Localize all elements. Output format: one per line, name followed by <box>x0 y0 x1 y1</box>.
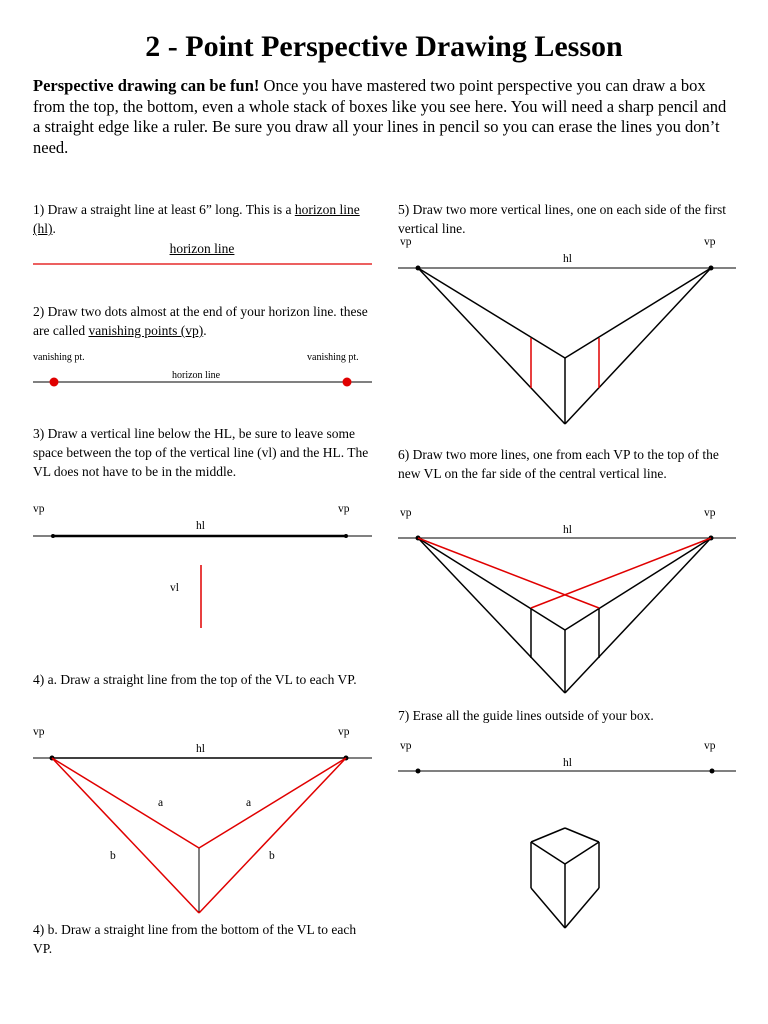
step6-diagram <box>398 536 736 694</box>
step-4b-text: 4) b. Draw a straight line from the bottom of the VL to each VP. <box>33 922 357 956</box>
vp-label: vp <box>338 726 350 738</box>
vp-label: vp <box>33 503 45 515</box>
page-title: 2 - Point Perspective Drawing Lesson <box>145 30 623 63</box>
vanishing-pt-label-left: vanishing pt. <box>33 352 85 363</box>
step3-diagram <box>33 534 372 628</box>
step-3-text: 3) Draw a vertical line below the HL, be sure to leave some space between the top of the vertical line (vl) and the HL. The VL does not have to be in the middle. <box>33 426 369 479</box>
hl-label: hl <box>196 743 205 755</box>
step4-diagram <box>33 756 372 914</box>
guide-label-b: b <box>269 850 275 862</box>
guide-label-a: a <box>246 797 252 809</box>
step-2-part: 2) Draw two dots almost at the end of your horizon line. these are called <box>33 304 368 338</box>
step-2-end: . <box>203 323 207 338</box>
step2-diagram <box>33 378 372 387</box>
vp-label: vp <box>33 726 45 738</box>
step7-diagram <box>398 769 736 929</box>
hl-label: hl <box>563 524 572 536</box>
vp-label: vp <box>400 740 412 752</box>
vp-label: vp <box>704 507 716 519</box>
vp-label: vp <box>704 740 716 752</box>
step-1-term: horizon line (hl) <box>33 202 360 236</box>
step-6-text: 6) Draw two more lines, one from each VP to the top of the new VL on the far side of the central vertical line. <box>398 447 719 481</box>
step-7-text: 7) Erase all the guide lines outside of your box. <box>398 708 654 723</box>
vanishing-point-dot <box>343 378 352 387</box>
finished-box <box>531 828 599 928</box>
horizon-line-label: horizon line <box>172 370 221 381</box>
vp-label: vp <box>400 236 412 248</box>
vl-label: vl <box>170 582 179 594</box>
vanishing-pt-label-right: vanishing pt. <box>307 352 359 363</box>
step-5-text: 5) Draw two more vertical lines, one on each side of the first vertical line. <box>398 202 727 236</box>
guide-label-a: a <box>158 797 164 809</box>
step-1-end: . <box>52 221 56 236</box>
vp-label: vp <box>400 507 412 519</box>
step-2-term: vanishing points (vp) <box>88 323 204 338</box>
vp-label: vp <box>338 503 350 515</box>
step5-diagram <box>398 266 736 425</box>
step-4a-text: 4) a. Draw a straight line from the top of the VL to each VP. <box>33 672 357 687</box>
guide-label-b: b <box>110 850 116 862</box>
hl-label: hl <box>563 253 572 265</box>
vanishing-point-dot <box>50 378 59 387</box>
horizon-line-caption: horizon line <box>169 241 235 256</box>
hl-label: hl <box>196 520 205 532</box>
intro-text: Once you have mastered two point perspective you can draw a box from the top, the bottom, even a whole stack of boxes like you see here. You will need a sharp pencil and a straight edge like a ruler. Be sure you draw all your lines in pencil so you can erase the lines you don’t need. <box>33 76 727 157</box>
hl-label: hl <box>563 757 572 769</box>
intro-bold: Perspective drawing can be fun! <box>33 76 260 95</box>
vp-label: vp <box>704 236 716 248</box>
step-1-part: 1) Draw a straight line at least 6” long. This is a <box>33 202 295 217</box>
